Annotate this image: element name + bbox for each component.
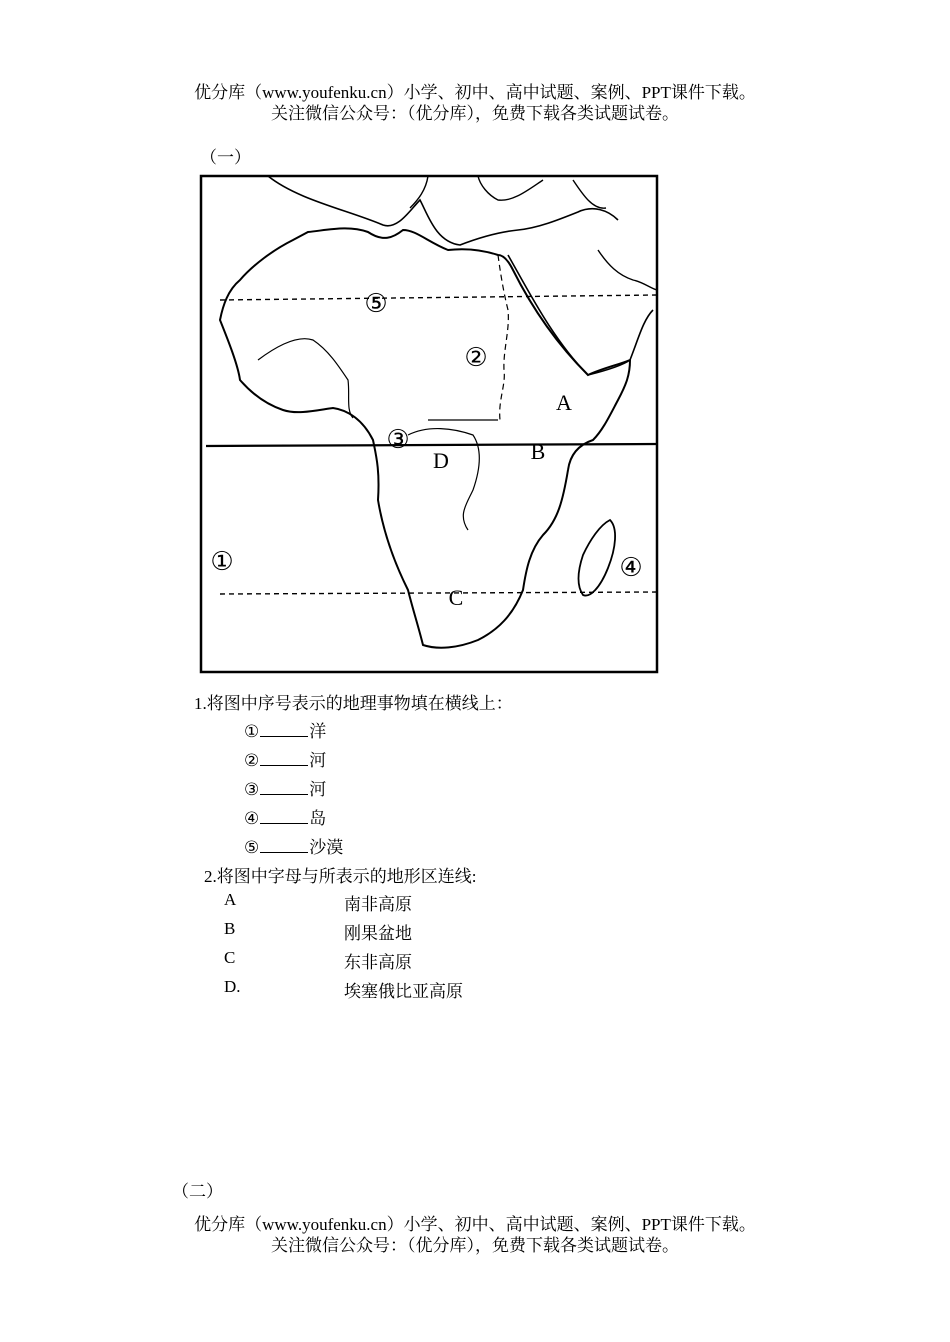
q1-item-number: ⑤: [244, 838, 260, 857]
map-frame: [201, 176, 657, 672]
q1-item-1: [244, 717, 326, 742]
header-line-1: 优分库（www.youfenku.cn）小学、初中、高中试题、案例、PPT课件下载。: [194, 83, 756, 102]
arabia-coast: [508, 255, 653, 375]
q1-item-3: [244, 775, 326, 800]
question-1-title: 1.将图中序号表示的地理事物填在横线上：: [194, 694, 513, 713]
answer-blank[interactable]: [260, 780, 308, 795]
q2-region[interactable]: 南非高原: [344, 895, 412, 914]
africa-map: [198, 170, 660, 676]
q1-item-suffix: 洋: [309, 722, 327, 741]
q1-item-number: ④: [244, 809, 260, 828]
header-line-2: 关注微信公众号：（优分库），免费下载各类试题试卷。: [271, 104, 679, 123]
q2-letter[interactable]: B: [224, 919, 236, 938]
q1-item-2: [244, 746, 326, 771]
label-B: B: [530, 439, 546, 464]
q1-item-number: ②: [244, 751, 260, 770]
q1-item-5: [244, 833, 343, 858]
label-D: D: [433, 448, 449, 473]
q1-item-4: [244, 804, 326, 829]
q2-region[interactable]: 刚果盆地: [344, 924, 412, 943]
q1-item-suffix: 河: [309, 751, 327, 770]
label-2: ②: [464, 343, 488, 373]
label-4: ④: [619, 553, 643, 583]
section-2-label: （二）: [172, 1182, 223, 1201]
q2-region[interactable]: 埃塞俄比亚高原: [344, 982, 463, 1001]
answer-blank[interactable]: [260, 722, 308, 737]
q2-letter[interactable]: C: [224, 948, 236, 967]
answer-blank[interactable]: [260, 809, 308, 824]
q1-item-suffix: 岛: [309, 809, 327, 828]
question-2-title: 2.将图中字母与所表示的地形区连线:: [204, 867, 477, 886]
answer-blank[interactable]: [260, 838, 308, 853]
label-1: ①: [210, 547, 234, 577]
q1-item-suffix: 沙漠: [309, 838, 344, 857]
tropic-of-cancer: [220, 295, 657, 300]
q1-item-number: ③: [244, 780, 260, 799]
footer-line-2: 关注微信公众号：（优分库），免费下载各类试题试卷。: [271, 1236, 679, 1255]
africa-outline: [220, 228, 630, 647]
q2-region[interactable]: 东非高原: [344, 953, 412, 972]
nile-river: [498, 255, 508, 420]
label-5: ⑤: [364, 289, 388, 319]
label-C: C: [448, 585, 464, 610]
q2-letter[interactable]: D.: [224, 977, 241, 996]
madagascar: [578, 520, 615, 596]
europe-coast: [268, 176, 618, 245]
footer-line-1: 优分库（www.youfenku.cn）小学、初中、高中试题、案例、PPT课件下载。: [194, 1215, 756, 1234]
q1-item-suffix: 河: [309, 780, 327, 799]
label-A: A: [556, 390, 572, 415]
equator: [206, 444, 657, 446]
q2-letter[interactable]: A: [224, 890, 237, 909]
q1-item-number: ①: [244, 722, 260, 741]
answer-blank[interactable]: [260, 751, 308, 766]
section-1-label: （一）: [200, 148, 251, 167]
label-3: ③: [386, 425, 410, 455]
